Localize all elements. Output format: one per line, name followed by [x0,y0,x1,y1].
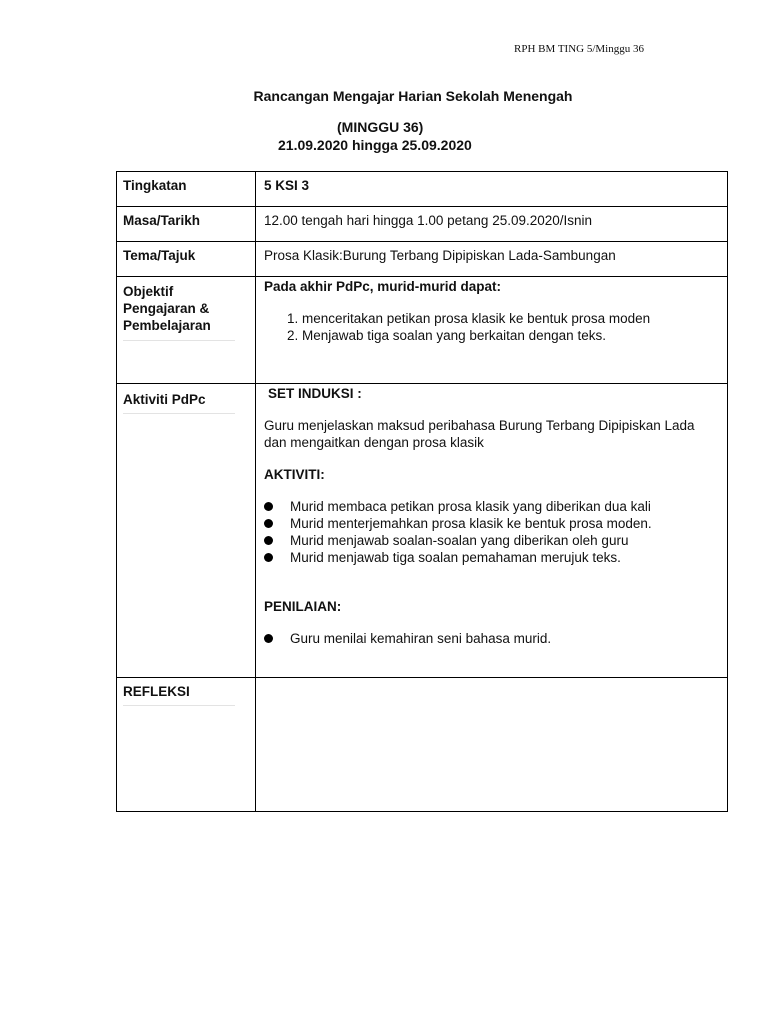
bullet-icon [264,502,273,511]
document-title: Rancangan Mengajar Harian Sekolah Menengah [253,88,573,104]
objektif-content [256,277,728,384]
masa-value: 12.00 tengah hari hingga 1.00 petang 25.09.2020/Isnin [256,207,728,242]
objektif-item: 1. menceritakan petikan prosa klasik ke bentuk prosa moden [302,310,719,327]
refleksi-label: REFLEKSI [123,684,190,699]
objektif-list [264,310,719,344]
aktiviti-list [264,498,719,566]
refleksi-value [256,678,728,812]
aktiviti-item-text: Murid menjawab tiga soalan pemahaman merujuk teks. [290,550,621,565]
refleksi-label-cell [117,678,256,812]
bullet-icon [264,634,273,643]
masa-label: Masa/Tarikh [117,207,256,242]
tema-value: Prosa Klasik:Burung Terbang Dipipiskan Lada-Sambungan [256,242,728,277]
lesson-plan-table [116,171,728,812]
aktiviti-item [264,532,719,549]
label-divider [123,340,235,341]
penilaian-heading: PENILAIAN: [264,599,342,614]
row-tingkatan [117,172,728,207]
objektif-item: 2. Menjawab tiga soalan yang berkaitan dengan teks. [302,327,719,344]
page-reference: RPH BM TING 5/Minggu 36 [514,43,644,55]
aktiviti-item-text: Murid menterjemahkan prosa klasik ke bentuk prosa moden. [290,516,652,531]
row-tema-tajuk [117,242,728,277]
aktiviti-label: Aktiviti PdPc [123,392,206,407]
row-objektif [117,277,728,384]
aktiviti-heading: AKTIVITI: [264,467,325,482]
penilaian-item [264,630,719,647]
row-masa-tarikh [117,207,728,242]
aktiviti-item-text: Murid menjawab soalan-soalan yang diberikan oleh guru [290,533,629,548]
set-induksi-text: Guru menjelaskan maksud peribahasa Burung Terbang Dipipiskan Lada dan mengaitkan dengan prosa klasik [264,418,695,450]
aktiviti-item [264,549,719,566]
set-induksi-heading: SET INDUKSI : [268,386,362,401]
objektif-label: Objektif Pengajaran & Pembelajaran [123,284,211,333]
tingkatan-label: Tingkatan [117,172,256,207]
label-divider [123,705,235,706]
bullet-icon [264,519,273,528]
row-aktiviti [117,384,728,678]
penilaian-item-text: Guru menilai kemahiran seni bahasa murid. [290,631,552,646]
aktiviti-item [264,498,719,515]
bullet-icon [264,553,273,562]
week-label: (MINGGU 36) [337,119,424,135]
tema-label: Tema/Tajuk [117,242,256,277]
aktiviti-content [256,384,728,678]
tingkatan-value: 5 KSI 3 [256,172,728,207]
aktiviti-label-cell [117,384,256,678]
aktiviti-item-text: Murid membaca petikan prosa klasik yang diberikan dua kali [290,499,651,514]
bullet-icon [264,536,273,545]
objektif-intro: Pada akhir PdPc, murid-murid dapat: [264,279,502,294]
aktiviti-item [264,515,719,532]
penilaian-list [264,630,719,647]
row-refleksi [117,678,728,812]
objektif-label-cell [117,277,256,384]
label-divider [123,413,235,414]
date-range: 21.09.2020 hingga 25.09.2020 [278,137,472,153]
